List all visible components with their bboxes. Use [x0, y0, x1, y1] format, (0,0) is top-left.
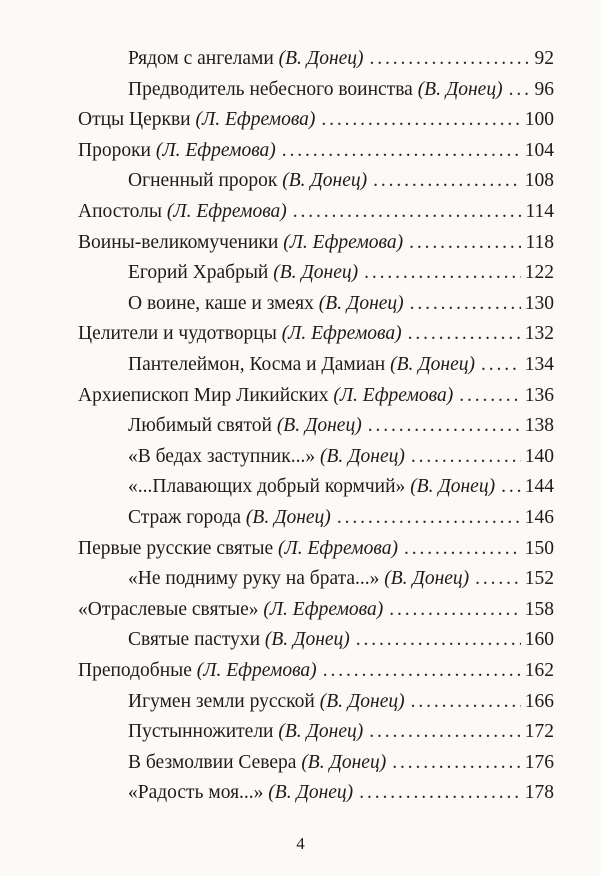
toc-entry-title: Отцы Церкви [78, 109, 191, 131]
dot-leader [459, 383, 521, 409]
toc-entry-page: 166 [524, 690, 554, 712]
dot-leader [475, 566, 521, 592]
dot-leader [337, 505, 521, 531]
toc-entry-author: (Л. Ефремова) [196, 660, 317, 681]
dot-leader [373, 168, 521, 194]
dot-leader [392, 750, 521, 776]
toc-entry-text [128, 750, 386, 776]
toc-entry [128, 352, 554, 378]
toc-entry [78, 230, 554, 256]
toc-entry [128, 689, 554, 715]
dot-leader [410, 291, 521, 317]
toc-entry-text [128, 291, 404, 317]
toc-entry-author: (В. Донец) [245, 507, 331, 528]
toc-entry-title: Предводитель небесного воинства [128, 78, 413, 100]
toc-entry [128, 627, 554, 653]
toc-entry-text [78, 597, 383, 623]
toc-entry [128, 750, 554, 776]
toc-entry-page: 152 [524, 568, 554, 590]
toc-entry-page: 178 [524, 782, 554, 804]
toc-entry-text [128, 505, 331, 531]
toc-entry-title: Огненный пророк [128, 170, 278, 192]
dot-leader [368, 413, 521, 439]
dot-leader [411, 689, 521, 715]
toc-entry-page: 176 [524, 751, 554, 773]
dot-leader [501, 474, 521, 500]
toc-entry-page: 140 [524, 445, 554, 467]
toc-entry-page: 162 [524, 660, 554, 681]
toc-entry-page: 144 [524, 476, 554, 498]
toc-entry-page: 114 [525, 201, 554, 222]
toc-entry-text [128, 46, 364, 72]
toc-entry-title: «Радость моя...» [128, 782, 264, 804]
toc-entry-author: (Л. Ефремова) [166, 201, 287, 222]
toc-entry-author: (Л. Ефремова) [195, 109, 316, 131]
toc-entry-text [128, 566, 469, 592]
toc-entry-author: (Л. Ефремова) [333, 384, 454, 406]
dot-leader [282, 138, 521, 164]
toc-entry-page: 136 [524, 384, 554, 406]
toc-entry-page: 96 [534, 78, 554, 100]
toc-entry-page: 104 [524, 139, 554, 161]
toc-entry-title: «Отраслевые святые» [78, 598, 259, 620]
toc-entry-page: 132 [524, 323, 554, 345]
dot-leader [364, 260, 521, 286]
toc-entry [128, 260, 554, 286]
dot-leader [323, 658, 521, 684]
toc-entry-title: Пантелеймон, Косма и Дамиан [128, 354, 386, 375]
toc-entry-text [128, 719, 363, 745]
toc-entry-text [78, 658, 317, 684]
toc-entry-text [78, 138, 276, 164]
toc-entry-title: Страж города [128, 507, 242, 528]
toc-entry-author: (В. Донец) [276, 415, 362, 437]
toc-entry [128, 413, 554, 439]
toc-entry-text [128, 413, 362, 439]
toc-entry [128, 291, 554, 317]
toc-entry-author: (В. Донец) [301, 751, 387, 773]
toc-entry [128, 168, 554, 194]
toc-entry-title: Пустынножители [128, 721, 274, 743]
toc-entry-text [78, 536, 398, 562]
toc-entry-page: 100 [524, 109, 554, 131]
toc-entry-author: (Л. Ефремова) [281, 323, 402, 345]
toc-entry-title: Целители и чудотворцы [78, 323, 277, 345]
dot-leader [369, 719, 520, 745]
dot-leader [370, 46, 531, 72]
toc-entry-page: 92 [534, 48, 554, 69]
toc-entry-author: (В. Донец) [278, 48, 364, 69]
toc-entry-text [78, 230, 403, 256]
toc-entry-page: 122 [524, 262, 554, 284]
dot-leader [409, 230, 521, 256]
toc-entry-title: Архиепископ Мир Ликийских [78, 384, 329, 406]
toc-entry-page: 146 [524, 507, 554, 528]
toc-entry-author: (Л. Ефремова) [155, 139, 276, 161]
toc-entry-text [128, 168, 367, 194]
toc-entry-page: 138 [524, 415, 554, 437]
toc-entry-text [78, 107, 315, 133]
toc-entry-author: (В. Донец) [390, 354, 476, 375]
dot-leader [509, 77, 531, 103]
toc-entry [128, 505, 554, 531]
toc-entry [128, 444, 554, 470]
toc-entry-author: (В. Донец) [417, 78, 503, 100]
dot-leader [293, 199, 522, 225]
toc-entry-text [128, 689, 405, 715]
toc-entry [78, 321, 554, 347]
toc-entry-title: Святые пастухи [128, 629, 261, 651]
toc-entry-author: (В. Донец) [319, 690, 405, 712]
dot-leader [481, 352, 521, 378]
toc-entry-author: (Л. Ефремова) [283, 231, 404, 253]
toc-entry-title: Апостолы [78, 201, 162, 222]
toc-entry-author: (В. Донец) [318, 292, 404, 314]
dot-leader [404, 536, 521, 562]
toc-entry-title: «Не подниму руку на брата...» [128, 568, 380, 590]
toc-entry-page: 130 [524, 292, 554, 314]
toc-entry [78, 597, 554, 623]
toc-entry [128, 474, 554, 500]
toc-entry-page: 150 [524, 537, 554, 559]
toc-entry [128, 77, 554, 103]
dot-leader [321, 107, 520, 133]
toc-entry [78, 107, 554, 133]
toc-entry-title: Пророки [78, 139, 151, 161]
toc-entry-text [78, 199, 287, 225]
toc-entry [128, 719, 554, 745]
toc-entry-page: 172 [524, 721, 554, 743]
toc-entry-title: О воине, каше и змеях [128, 292, 314, 314]
toc-entry [78, 138, 554, 164]
toc-entry-author: (В. Донец) [384, 568, 470, 590]
toc-entry [128, 46, 554, 72]
toc-entry-author: (В. Донец) [319, 445, 405, 467]
toc-entry-title: Любимый святой [128, 415, 272, 437]
dot-leader [356, 627, 521, 653]
toc-entry-author: (В. Донец) [268, 782, 354, 804]
dot-leader [359, 780, 521, 806]
toc-entry-title: Воины-великомученики [78, 231, 279, 253]
toc-entry-page: 158 [524, 598, 554, 620]
toc-entry-author: (В. Донец) [264, 629, 350, 651]
toc-entry-text [128, 780, 353, 806]
toc-entry-title: Егорий Храбрый [128, 262, 269, 284]
dot-leader [389, 597, 520, 623]
toc-entry [128, 780, 554, 806]
toc-entry-text [128, 627, 350, 653]
toc-entry-title: Первые русские святые [78, 537, 274, 559]
toc-entry-text [128, 444, 405, 470]
toc-entry-text [128, 77, 503, 103]
toc-entry-page: 134 [524, 354, 554, 375]
toc-entry [78, 658, 554, 684]
toc-entry-text [128, 474, 495, 500]
toc-entry-text [128, 260, 358, 286]
toc-entry-title: «В бедах заступник...» [128, 445, 316, 467]
toc-entry-author: (В. Донец) [278, 721, 364, 743]
toc-entry-page: 118 [525, 231, 554, 253]
toc-entry-title: В безмолвии Севера [128, 751, 297, 773]
toc-entry-text [78, 321, 402, 347]
toc-entry-text [78, 383, 453, 409]
toc-entry-author: (Л. Ефремова) [263, 598, 384, 620]
toc-entry [78, 536, 554, 562]
toc-entry-author: (Л. Ефремова) [278, 537, 398, 559]
toc-entry-author: (В. Донец) [410, 476, 496, 498]
toc-entry [128, 566, 554, 592]
toc-entry-title: Рядом с ангелами [128, 48, 274, 69]
toc-entry [78, 383, 554, 409]
page-number: 4 [296, 834, 305, 853]
toc-entry-page: 160 [524, 629, 554, 651]
dot-leader [408, 321, 521, 347]
toc-entry-page: 108 [524, 170, 554, 192]
toc-entry-title: Преподобные [78, 660, 192, 681]
toc-entry [78, 199, 554, 225]
toc-entry-title: «...Плавающих добрый кормчий» [128, 476, 406, 498]
dot-leader [411, 444, 521, 470]
toc-entry-title: Игумен земли русской [128, 690, 315, 712]
toc-entry-author: (В. Донец) [282, 170, 368, 192]
toc-entry-text [128, 352, 475, 378]
toc-entry-author: (В. Донец) [273, 262, 359, 284]
